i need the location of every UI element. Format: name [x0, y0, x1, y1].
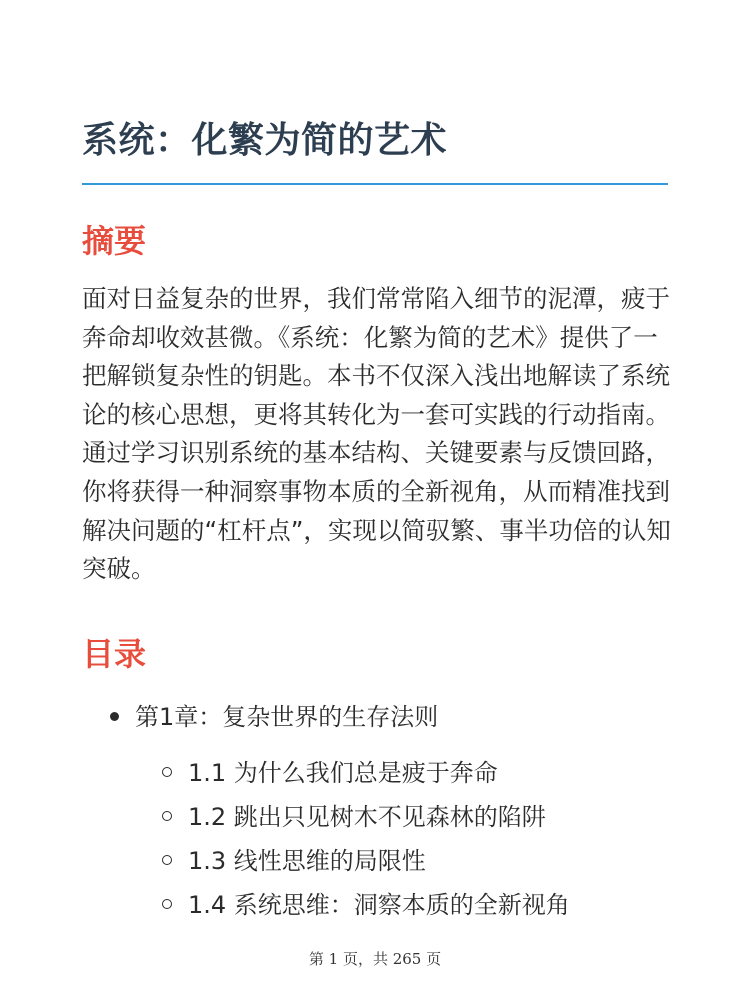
toc-section-item [162, 885, 570, 925]
toc-section-label: 1.3 线性思维的局限性 [188, 847, 426, 875]
toc-heading: 目录 [82, 635, 147, 673]
bullet-dot-icon [110, 712, 119, 721]
summary-paragraph: 面对日益复杂的世界，我们常常陷入细节的泥潭，疲于奔命却收效甚微。《系统：化繁为简的艺术》提供了一把解锁复杂性的钥匙。本书不仅深入浅出地解读了系统论的核心思想，更将其转化为一套可实践的行动指南。通过学习识别系统的基本结构、关键要素与反馈回路，你将获得一种洞察事物本质的全新视角，从而精准找到解决问题的“杠杆点”，实现以简驭繁、事半功倍的认知突破。 [82, 284, 671, 584]
book-title: 系统：化繁为简的艺术 [82, 120, 448, 161]
toc-chapter-item [110, 697, 438, 737]
toc-section-label: 1.1 为什么我们总是疲于奔命 [188, 759, 498, 787]
title-divider [82, 183, 668, 185]
bullet-circle-icon [162, 899, 172, 909]
toc-section-label: 1.4 系统思维：洞察本质的全新视角 [188, 891, 570, 919]
summary-heading: 摘要 [82, 222, 147, 260]
page-number-footer: 第 1 页，共 265 页 [308, 950, 442, 968]
toc-section-item [162, 753, 498, 793]
bullet-circle-icon [162, 767, 172, 777]
toc-section-item [162, 797, 546, 837]
document-page [82, 0, 671, 1000]
toc-chapter-label: 第1章：复杂世界的生存法则 [135, 703, 439, 731]
toc-section-item [162, 841, 426, 881]
toc-section-label: 1.2 跳出只见树木不见森林的陷阱 [188, 803, 546, 831]
bullet-circle-icon [162, 811, 172, 821]
bullet-circle-icon [162, 855, 172, 865]
